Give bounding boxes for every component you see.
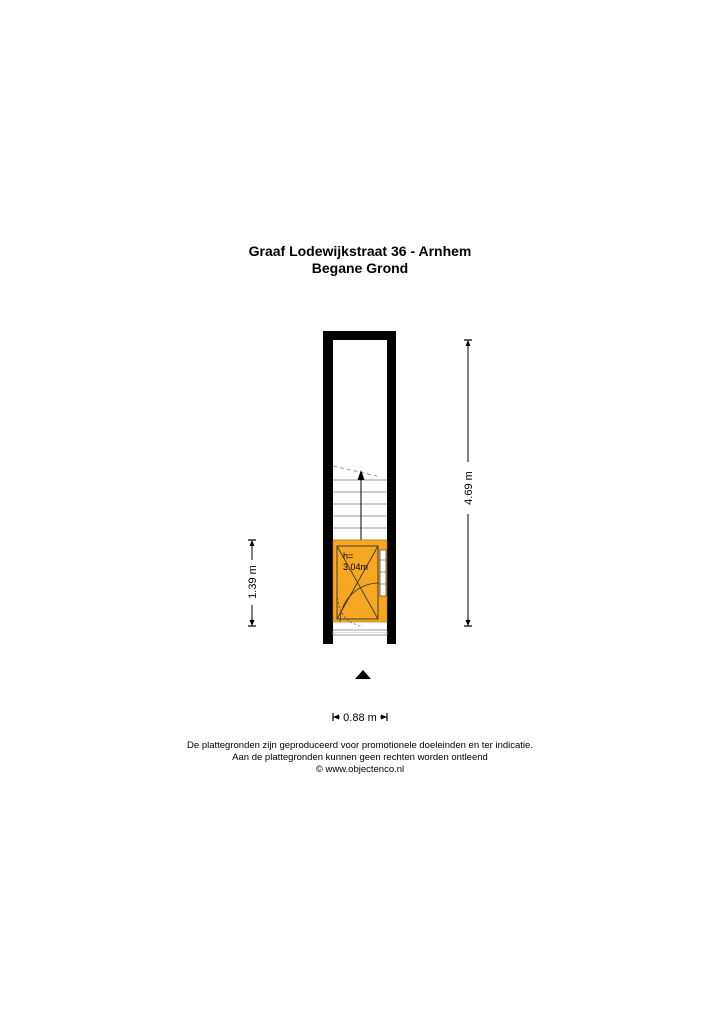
room-height-value: 3.04m <box>343 562 369 572</box>
dimension-height-total <box>463 340 475 626</box>
room-height-label: h= <box>343 551 354 561</box>
dimension-height-total-label: 4.69 m <box>463 471 475 505</box>
stair-arrow-head-icon <box>358 470 365 480</box>
entrance-arrow-icon <box>355 670 371 679</box>
dimension-height-room-label: 1.39 m <box>247 565 259 599</box>
dimension-height-room <box>247 540 259 626</box>
dimension-width <box>333 712 387 724</box>
plan-title-floor: Begane Grond <box>311 260 409 276</box>
room-hall <box>333 540 387 622</box>
disclaimer-line-1: De plattegronden zijn geproduceerd voor promotionele doeleinden en ter indicatie. <box>187 740 533 751</box>
meter-box <box>380 550 386 596</box>
disclaimer-copyright: © www.objectenco.nl <box>315 764 405 775</box>
wall-right <box>387 331 396 644</box>
dimension-width-label: 0.88 m <box>343 712 377 724</box>
disclaimer-line-2: Aan de plattegronden kunnen geen rechten worden ontleend <box>232 752 488 763</box>
wall-top <box>323 331 396 340</box>
wall-left <box>323 331 333 644</box>
plan-title-address: Graaf Lodewijkstraat 36 - Arnhem <box>248 243 472 259</box>
